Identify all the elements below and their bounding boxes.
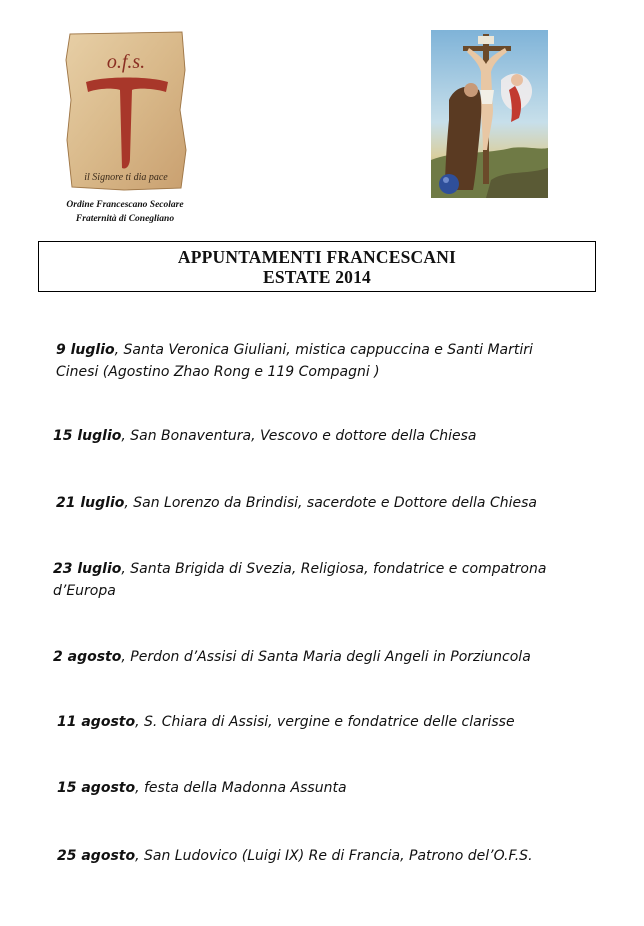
- event-item: [57, 845, 627, 867]
- title-line-1: APPUNTAMENTI FRANCESCANI: [177, 247, 457, 267]
- caption-line-2: Fraternità di Conegliano: [75, 214, 175, 224]
- event-description: , Santa Veronica Giuliani, mistica cappuccina e Santi Martiri Cinesi (Agostino Zhao Rong e 119 Compagni ): [56, 342, 533, 380]
- logo-letters: o.f.s.: [106, 51, 146, 73]
- event-item: [57, 777, 617, 799]
- caption-line-1: Ordine Francescano Secolare: [66, 200, 184, 210]
- event-date: 23 luglio: [53, 561, 122, 577]
- event-description: , festa della Madonna Assunta: [135, 780, 347, 796]
- event-date: 15 agosto: [57, 780, 136, 796]
- event-item: [57, 711, 617, 733]
- event-date: 25 agosto: [57, 848, 136, 864]
- event-date: 21 luglio: [56, 495, 125, 511]
- event-date: 15 luglio: [53, 428, 122, 444]
- event-item: [56, 339, 576, 383]
- event-date: 9 luglio: [56, 342, 115, 358]
- event-description: , San Ludovico (Luigi IX) Re di Francia, Patrono del’O.F.S.: [135, 848, 533, 864]
- event-description: , Santa Brigida di Svezia, Religiosa, fondatrice e compatrona d’Europa: [53, 561, 547, 599]
- logo-motto: il Signore ti dia pace: [84, 172, 168, 183]
- event-description: , San Lorenzo da Brindisi, sacerdote e Dottore della Chiesa: [124, 495, 537, 511]
- event-date: 2 agosto: [53, 649, 122, 665]
- event-item: [56, 492, 626, 514]
- title-box: [38, 241, 596, 292]
- event-item: [53, 425, 613, 447]
- saint-francis-crucifix-painting: [431, 30, 548, 198]
- event-item: [53, 646, 623, 668]
- event-description: , Perdon d’Assisi di Santa Maria degli Angeli in Porziuncola: [121, 649, 531, 665]
- fraternity-caption: [30, 198, 220, 226]
- event-item: [53, 558, 593, 602]
- event-description: , San Bonaventura, Vescovo e dottore della Chiesa: [121, 428, 477, 444]
- ofs-tau-logo: [64, 30, 188, 192]
- event-description: , S. Chiara di Assisi, vergine e fondatrice delle clarisse: [135, 714, 515, 730]
- event-date: 11 agosto: [57, 714, 136, 730]
- title-line-2: ESTATE 2014: [262, 267, 372, 287]
